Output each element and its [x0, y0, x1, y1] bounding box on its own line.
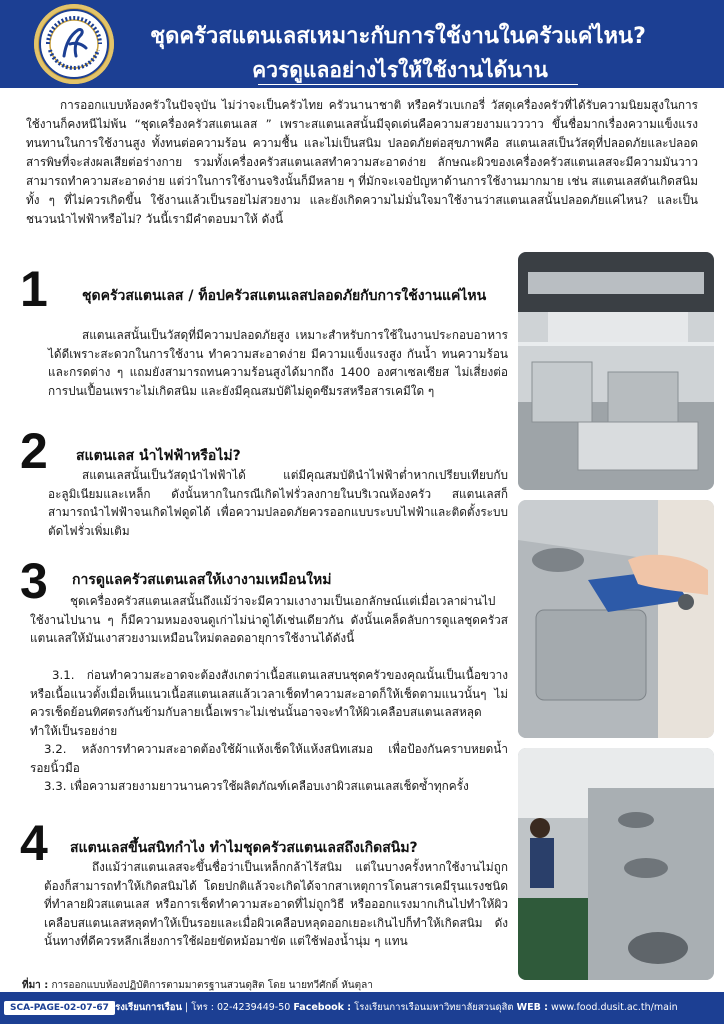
photo-commercial-kitchen — [518, 252, 714, 490]
photo-cleaning-stainless-sink — [518, 500, 714, 738]
section-item-3-2: 3.2. หลังการทำความสะอาดต้องใช้ผ้าแห้งเช็ดให้แห้งสนิทเสมอ เพื่อป้องกันคราบหยดน้ำ รอยนิ้วมือ — [30, 742, 508, 775]
source-credit — [22, 978, 542, 993]
footer-web-link[interactable]: www.food.dusit.ac.th/main — [551, 1002, 678, 1013]
footer-tel: โทร : 02-4239449-50 — [191, 1002, 291, 1013]
section-number-4: 4 — [20, 815, 48, 871]
title-underline — [258, 84, 578, 85]
source-text: การออกแบบห้องปฏิบัติการตามมาตรฐานสวนดุสิต โดย นายทวีศักดิ์ หันตุลา — [51, 980, 373, 991]
page-title-line2: ควรดูแลอย่างไรให้ใช้งานได้นาน — [252, 58, 548, 82]
photo-cleaning-kitchen-stoves — [518, 748, 714, 980]
page-title-line1: ชุดครัวสแตนเลสเหมาะกับการใช้งานในครัวแค่ไหน? — [150, 24, 646, 49]
header-banner — [0, 0, 724, 88]
section-body-1: สแตนเลสนั้นเป็นวัสดุที่มีความปลอดภัยสูง เหมาะสำหรับการใช้ในงานประกอบอาหารได้ดีเพราะสะดวกในการใช้งาน ทำความสะอาดง่าย มีความแข็งแรงสูง กันน้ำ ทนความร้อนและกรดต่าง ๆ แถมยังสามารถทนความร้อนสูงได้มากถึง 1400 องศาเซลเซียส ไม่เสี่ยงต่อการปนเปื้อนเพราะไม่เกิดสนิม และยังมีคุณสมบัติไม่ดูดซึมรสหรือสารเคมีใด ๆ — [48, 328, 508, 398]
section-body-2: สแตนเลสนั้นเป็นวัสดุนำไฟฟ้าได้ แต่มีคุณสมบัตินำไฟฟ้าต่ำหากเปรียบเทียบกับอะลูมิเนียมและเหล็ก ดังนั้นหากในกรณีเกิดไฟรั่วลงกายในบริเวณห้องครัว สแตนเลสก็สามารถนำไฟฟ้าจนเกิดไฟดูดได้ เพื่อความปลอดภัยควรออกแบบระบบไฟฟ้าและติดตั้งระบบตัดไฟรั่วเพิ่มเติม — [48, 468, 508, 538]
section-number-1: 1 — [20, 261, 48, 317]
footer-contact: โรงเรียนการเรือน | โทร : 02-4239449-50 Facebook : โรงเรียนการเรือนมหาวิทยาลัยสวนดุสิต WEB : www.food.dusit.ac.th/main — [110, 1002, 678, 1013]
page-code-badge: SCA-PAGE-02-07-67 — [4, 1001, 115, 1015]
suan-dusit-university-logo-icon — [34, 4, 114, 84]
footer-facebook-label: Facebook : — [293, 1002, 352, 1013]
footer-school-label: โรงเรียนการเรือน — [110, 1002, 182, 1013]
section-number-3: 3 — [20, 553, 48, 609]
section-item-3-3: 3.3. เพื่อความสวยงามยาวนานควรใช้ผลิตภัณฑ์เคลือบเงาผิวสแตนเลสเช็ดซ้ำทุกครั้ง — [44, 779, 469, 793]
section-title-1: ชุดครัวสแตนเลส / ท็อปครัวสแตนเลสปลอดภัยกับการใช้งานแค่ไหน — [82, 288, 487, 304]
section-title-3: การดูแลครัวสแตนเลสให้เงางามเหมือนใหม่ — [72, 572, 332, 588]
footer-facebook-value[interactable]: โรงเรียนการเรือนมหาวิทยาลัยสวนดุสิต — [354, 1002, 514, 1013]
section-body-3: ชุดเครื่องครัวสแตนเลสนั้นถึงแม้ว่าจะมีความเงางามเป็นเอกลักษณ์แต่เมื่อเวลาผ่านไปใช้งานไปนาน ๆ ก็มีความหมองจนดูเก่าไม่น่าดูได้เช่นเดียวกัน ดังนั้นเคล็ดลับการดูแลชุดครัวสแตนเลสให้มันเงาสวยงามเหมือนใหม่ตลอดอายุการใช้งานได้ดังนี้ — [30, 594, 508, 645]
footer-bar — [0, 992, 724, 1024]
section-title-4: สแตนเลสขึ้นสนิทกำไง ทำไมชุดครัวสแตนเลสถึงเกิดสนิม? — [70, 840, 418, 856]
section-item-3-1: 3.1. ก่อนทำความสะอาดจะต้องสังเกตว่าเนื้อสแตนเลสบนชุดครัวของคุณนั้นเป็นเนื้อขวางหรือเนื้อแนวตั้งเมื่อเห็นแนวเนื้อสแตนเลสแล้วเวลาเช็ดทำความสะอาดก็ให้เช็ดตามแนวนั้นๆ ไม่ควรเช็ดย้อนทิศตรงกันข้ามกับลายเนื้อเพราะไม่เช่นนั้นอาจจะทำให้ผิวเคลือบสแตนเลสหลุดทำให้เป็นรอยง่าย — [30, 668, 508, 738]
source-label: ที่มา : — [22, 980, 49, 991]
footer-web-label: WEB : — [516, 1002, 548, 1013]
section-title-2: สแตนเลส นำไฟฟ้าหรือไม่? — [76, 448, 241, 464]
section-body-4: ถึงแม้ว่าสแตนเลสจะขึ้นชื่อว่าเป็นเหล็กกล้าไร้สนิม แต่ในบางครั้งหากใช้งานไม่ถูกต้องก็สามารถทำให้เกิดสนิมได้ โดยปกติแล้วจะเกิดได้จากสาเหตุการโดนสารเคมีรุนแรงชนิดที่ทำลายผิวสแตนเลส หรือการเช็ดทำความสะอาดที่ไม่ถูกวิธี หรือออกแรงมากเกินไปทำให้ผิวเคลือบสแตนเลสหลุดทำให้เป็นรอยและเมื่อผิวเคลือบหลุดออกเยอะเกินไปก็ทำให้เกิดสนิม ดังนั้นทางที่ดีควรหลีกเลี่ยงการใช้ฝอยขัดหม้อมาขัด แต่ใช้ฟองน้ำนุ่ม ๆ แทน — [44, 860, 508, 948]
intro-paragraph — [26, 96, 698, 229]
intro-text: การออกแบบห้องครัวในปัจจุบัน ไม่ว่าจะเป็นครัวไทย ครัวนานาชาติ หรือครัวเบเกอรี่ วัสดุเครื่องครัวที่ได้รับความนิยมสูงในการใช้งานก็คงหนีไม่พ้น “ชุดเครื่องครัวสแตนเลส ” เพราะสแตนเลสนั้นมีจุดเด่นคือความสวยงามแวววาว ขึ้นชื่อมากเรื่องความแข็งแรงทนทานในการใช้งานสูง ทั้งทนต่อความร้อน ความชื้น และไม่เป็นสนิม ปลอดภัยต่อสุขภาพคือ สแตนเลสเป็นวัสดุที่ปลอดภัยและปลอดสารพิษที่จะส่งผลเสียต่อร่างกาย รวมทั้งเครื่องครัวสแตนเลสทำความสะอาดง่าย ลักษณะผิวของเครื่องครัวสแตนเลสจะมีความมันวาว สามารถทำความสะอาดง่าย แต่ว่าในการใช้งานจริงนั้นก็มีหลาย ๆ ที่มักจะเจอปัญหาด้านการใช้งานมากมาย เช่น สแตนเลสดันเกิดสนิมทั้ง ๆ ที่ไม่ควรเกิดขึ้น ใช้งานแล้วเป็นรอยไม่สวยงาม และยังเกิดความไม่มั่นใจมาใช้งานว่าสแตนเลสนั้นปลอดภัยแค่ไหน? และเป็นชนวนนำไฟฟ้าหรือไม่? วันนี้เรามีคำตอบมาให้ ดังนี้ — [26, 98, 698, 226]
section-number-2: 2 — [20, 423, 48, 479]
